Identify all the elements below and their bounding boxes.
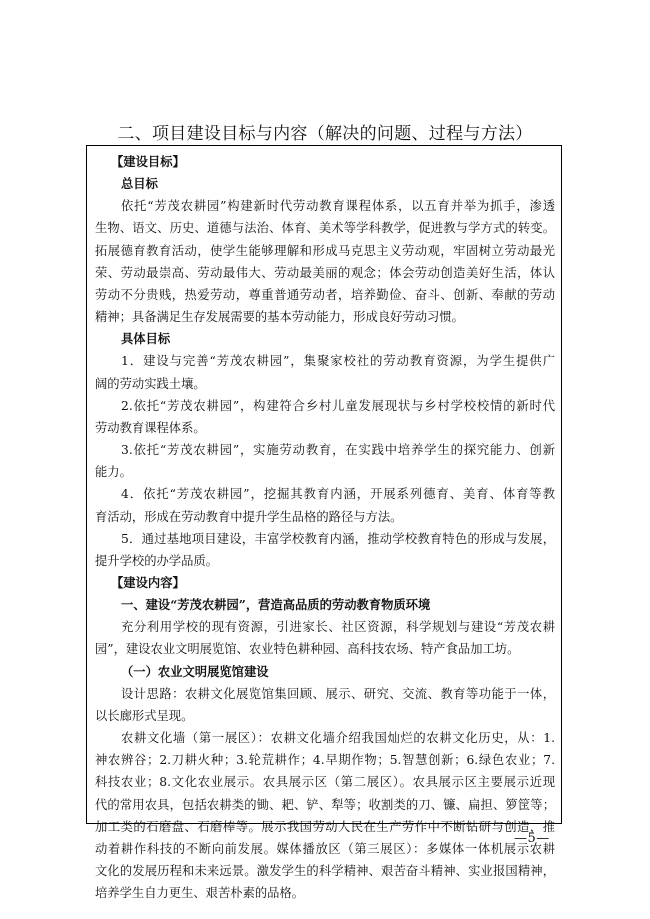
specific-goal-line: 阔的劳动实践土壤。 [95, 376, 206, 391]
specific-goal-line: 能力。 [95, 465, 132, 480]
exhibit-line: 培养学生自力更生、艰苦朴素的品格。 [95, 886, 305, 901]
section1-title: 一、建设“芳茂农耕园”，营造高品质的劳动教育物质环境 [121, 597, 431, 613]
exhibit-line: 农耕文化墙（第一展区）：农耕文化墙介绍我国灿烂的农耕文化历史，从：1. [121, 731, 555, 746]
section1-line: 园”，建设农业文明展览馆、农业特色耕种园、高科技农场、特产食品加工坊。 [95, 642, 520, 657]
specific-goal-line: 4．依托“芳茂农耕园”，挖掘其教育内涵，开展系列德育、美育、体育等教 [121, 487, 555, 502]
goals-label: 【建设目标】 [111, 154, 185, 169]
overall-goal-line: 劳动不分贵贱，热爱劳动，尊重普通劳动者，培养勤俭、奋斗、创新、奉献的劳动 [95, 287, 555, 302]
page-number: —5— [514, 831, 550, 846]
specific-goal-line: 1．建设与完善“芳茂农耕园”，集聚家校社的劳动教育资源，为学生提供广 [121, 354, 555, 369]
overall-goal-line: 荣、劳动最崇高、劳动最伟大、劳动最美丽的观念；体会劳动创造美好生活，体认 [95, 265, 555, 280]
section1-line: 充分利用学校的现有资源，引进家长、社区资源，科学规划与建设“芳茂农耕 [121, 620, 555, 635]
overall-goal-paragraph [95, 195, 555, 328]
exhibit-line: 动着耕作科技的不断向前发展。媒体播放区（第三展区）：多媒体一体机展示农耕 [95, 841, 555, 856]
overall-goal-line: 生物、语文、历史、道德与法治、体育、美术等学科教学，促进教与学方式的转变。 [95, 221, 555, 236]
specific-goals-title: 具体目标 [121, 331, 171, 347]
design-paragraph [95, 683, 555, 727]
exhibit-line: 文化的发展历程和未来远景。激发学生的科学精神、艰苦奋斗精神、实业报国精神， [95, 864, 555, 878]
section-heading: 二、项目建设目标与内容（解决的问题、过程与方法） [117, 124, 533, 144]
specific-goal-line: 劳动教育课程体系。 [95, 420, 206, 435]
specific-goal-line: 提升学校的办学品质。 [95, 553, 218, 568]
contents-label: 【建设内容】 [111, 574, 185, 590]
specific-goal-line: 5．通过基地项目建设，丰富学校教育内涵，推动学校教育特色的形成与发展， [121, 531, 555, 546]
exhibit-line: 代的常用农具，包括农耕类的锄、耙、铲、犁等；收割类的刀、镰、扁担、箩筐等； [95, 797, 555, 812]
specific-goals-list [95, 350, 555, 572]
specific-goal-line: 2.依托“芳茂农耕园”，构建符合乡村儿童发展现状与乡村学校校情的新时代 [121, 398, 555, 413]
design-line: 以长廊形式呈现。 [95, 708, 194, 723]
content-box [86, 145, 562, 901]
overall-goal-title: 总目标 [121, 176, 158, 192]
specific-goal-line: 3.依托“芳茂农耕园”，实施劳动教育，在实践中培养学生的探究能力、创新 [121, 443, 555, 458]
exhibit-line: 加工类的石磨盘、石磨棒等。展示我国劳动人民在生产劳作中不断钻研与创造，推 [95, 819, 555, 834]
specific-goal-line: 育活动，形成在劳动教育中提升学生品格的路径与方法。 [95, 509, 403, 524]
design-line: 设计思路：农耕文化展览馆集回顾、展示、研究、交流、教育等功能于一体， [121, 686, 555, 701]
exhibit-line: 神农辨谷；2.刀耕火种；3.轮荒耕作；4.早期作物；5.智慧创新；6.绿色农业；7. [95, 753, 555, 768]
sub1-title: （一）农业文明展览馆建设 [121, 663, 269, 679]
overall-goal-line: 精神；具备满足生存发展需要的基本劳动能力，形成良好劳动习惯。 [95, 310, 464, 325]
overall-goal-line: 拓展德育教育活动，使学生能够理解和形成马克思主义劳动观，牢固树立劳动最光 [95, 243, 555, 258]
overall-goal-line: 依托“芳茂农耕园”构建新时代劳动教育课程体系，以五育并举为抓手，渗透 [121, 199, 555, 214]
exhibit-paragraph [95, 727, 555, 904]
section1-paragraph [95, 616, 555, 660]
exhibit-line: 科技农业；8.文化农业展示。农具展示区（第二展区）。农具展示区主要展示近现 [95, 775, 555, 790]
